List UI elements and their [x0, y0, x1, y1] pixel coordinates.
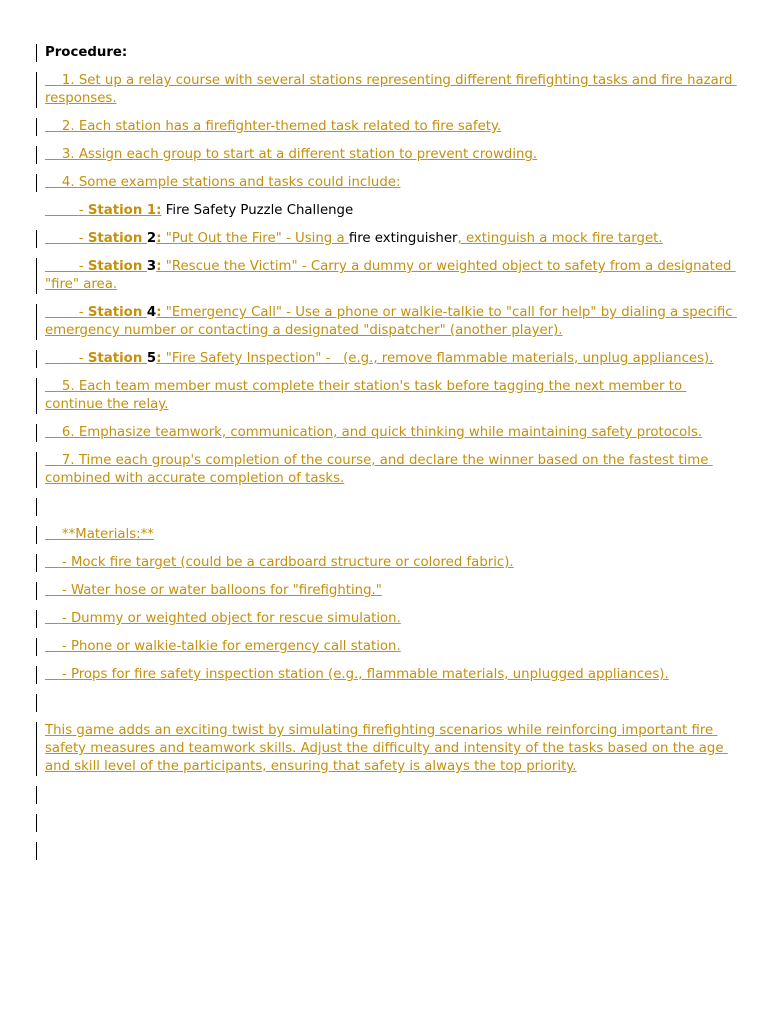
station-4-prefix: -	[45, 305, 88, 320]
station-4-label-num: 4	[146, 305, 157, 320]
station-4-text: "Emergency Call" - Use a phone or walkie-talkie to "call for help" by dialing a specific emergency number or contacting a designated "dispatcher" (another player).	[45, 305, 737, 338]
step-4-text: 4. Some example stations and tasks could include:	[45, 175, 401, 190]
station-5-label-word: Station	[87, 351, 147, 366]
step-4	[36, 174, 736, 192]
material-item-text: - Phone or walkie-talkie for emergency call station.	[45, 639, 401, 654]
step-6	[36, 424, 736, 442]
material-item	[36, 666, 736, 684]
document-body[interactable]	[36, 44, 736, 870]
step-2	[36, 118, 736, 136]
station-5-label-num: 5	[146, 351, 157, 366]
step-3	[36, 146, 736, 164]
station-3-label-num: 3	[146, 259, 157, 274]
procedure-heading	[36, 44, 736, 62]
step-1-text: 1. Set up a relay course with several stations representing different firefighting tasks and fire hazard responses.	[45, 73, 737, 106]
station-3	[36, 258, 736, 294]
material-item	[36, 554, 736, 572]
station-2-text-a: "Put Out the Fire" - Using a	[161, 231, 349, 246]
step-5-text: 5. Each team member must complete their station's task before tagging the next member to continue the relay.	[45, 379, 687, 412]
material-item-text: - Mock fire target (could be a cardboard structure or colored fabric).	[45, 555, 514, 570]
empty-paragraph	[36, 814, 736, 832]
station-1-label: Station 1:	[87, 203, 162, 218]
station-5-label-colon: :	[156, 351, 162, 366]
step-6-text: 6. Emphasize teamwork, communication, and quick thinking while maintaining safety protocols.	[45, 425, 703, 440]
station-2	[36, 230, 736, 248]
material-item-text: - Water hose or water balloons for "firefighting."	[45, 583, 382, 598]
station-5-prefix: -	[45, 351, 88, 366]
material-item-text: - Dummy or weighted object for rescue simulation.	[45, 611, 401, 626]
material-item	[36, 638, 736, 656]
station-1	[36, 202, 736, 220]
station-2-prefix: -	[45, 231, 88, 246]
station-1-text: Fire Safety Puzzle Challenge	[161, 203, 354, 218]
station-2-text-c: , extinguish a mock fire target.	[457, 231, 663, 246]
step-3-text: 3. Assign each group to start at a different station to prevent crowding.	[45, 147, 538, 162]
station-1-prefix: -	[45, 203, 88, 218]
material-item-text: - Props for fire safety inspection station (e.g., flammable materials, unplugged appliances).	[45, 667, 669, 682]
station-2-label-word: Station	[87, 231, 147, 246]
step-5	[36, 378, 736, 414]
material-item	[36, 610, 736, 628]
station-5	[36, 350, 736, 368]
station-3-prefix: -	[45, 259, 88, 274]
materials-heading-text: **Materials:**	[45, 527, 154, 542]
empty-paragraph	[36, 498, 736, 516]
step-7	[36, 452, 736, 488]
heading-text: Procedure:	[45, 45, 128, 60]
empty-paragraph	[36, 786, 736, 804]
step-1	[36, 72, 736, 108]
station-3-label-colon: :	[156, 259, 162, 274]
station-4	[36, 304, 736, 340]
station-2-label-colon: :	[156, 231, 162, 246]
step-7-text: 7. Time each group's completion of the course, and declare the winner based on the fastest time combined with accurate completion of tasks.	[45, 453, 713, 486]
station-4-label-colon: :	[156, 305, 162, 320]
station-3-text: "Rescue the Victim" - Carry a dummy or weighted object to safety from a designated "fire" area.	[45, 259, 736, 292]
station-4-label-word: Station	[87, 305, 147, 320]
material-item	[36, 582, 736, 600]
station-2-label-num: 2	[146, 231, 157, 246]
materials-heading	[36, 526, 736, 544]
closing-text: This game adds an exciting twist by simulating firefighting scenarios while reinforcing important fire safety measures and teamwork skills. Adjust the difficulty and intensity of the tasks based on the age and skill level of the participants, ensuring that safety is always the top priority.	[45, 723, 728, 774]
empty-paragraph	[36, 842, 736, 860]
empty-paragraph	[36, 694, 736, 712]
step-2-text: 2. Each station has a firefighter-themed task related to fire safety.	[45, 119, 502, 134]
station-2-text-b: fire extinguisher	[348, 231, 458, 246]
closing-paragraph	[36, 722, 736, 776]
station-5-text: "Fire Safety Inspection" - (e.g., remove flammable materials, unplug appliances).	[161, 351, 714, 366]
station-3-label-word: Station	[87, 259, 147, 274]
